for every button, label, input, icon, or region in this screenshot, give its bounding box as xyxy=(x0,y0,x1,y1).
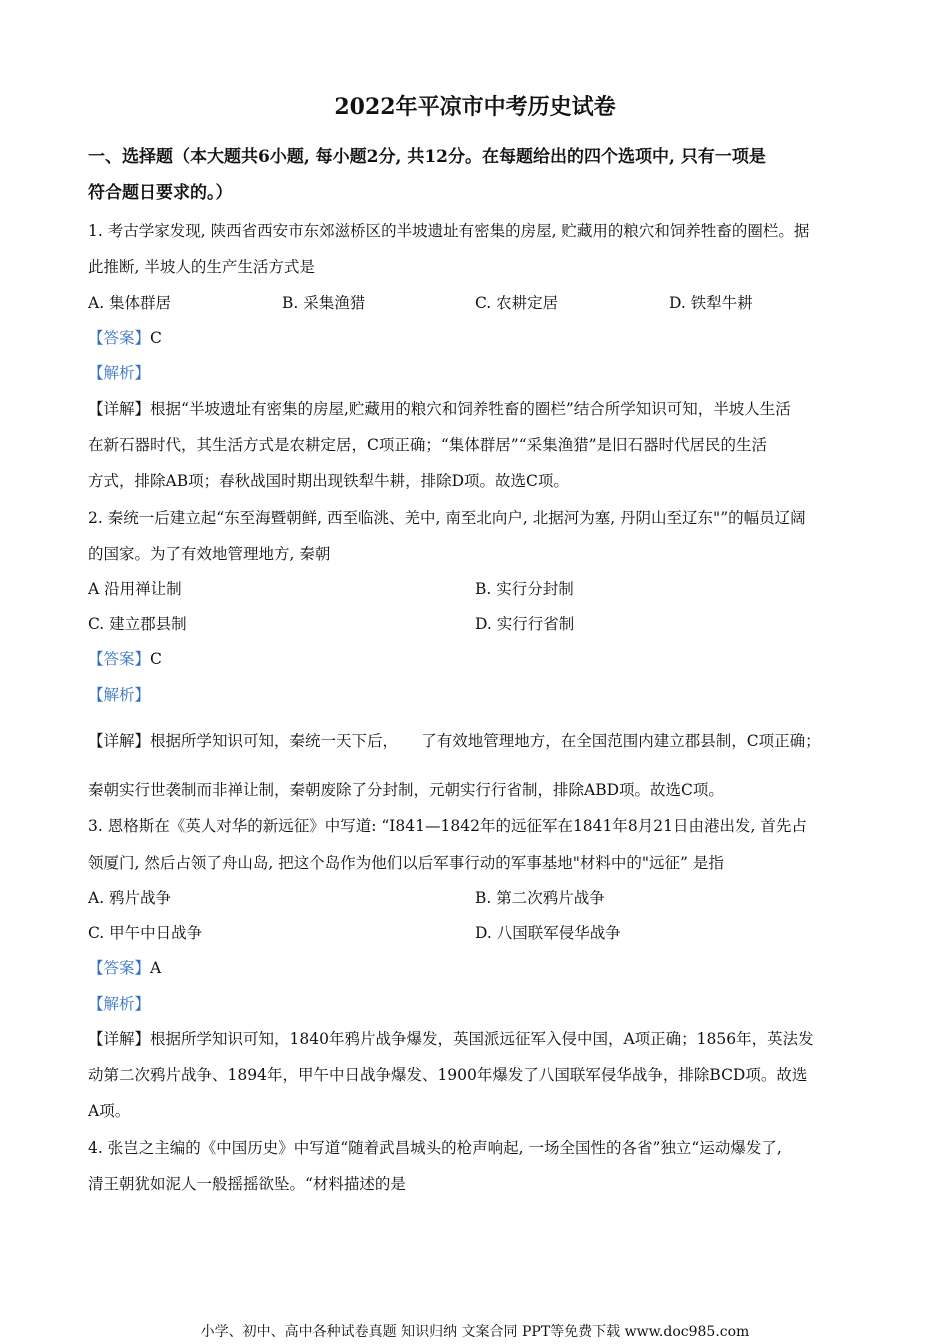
page-footer: 小学、初中、高中各种试卷真题 知识归纳 文案合同 PPT等免费下载 www.doc985.com xyxy=(200,1324,750,1340)
detail-label: 【详解】 xyxy=(88,1030,151,1048)
question-2-option-d: D. 实行行省制 xyxy=(475,615,575,633)
question-3-detail-line-3: A项。 xyxy=(88,1102,131,1120)
question-2-analysis-label: 【解析】 xyxy=(88,686,151,704)
question-2-option-a: A 沿用禅让制 xyxy=(88,580,182,598)
answer-label: 【答案】 xyxy=(88,650,151,668)
question-1-detail-line-1: 【详解】根据“半坡遗址有密集的房屋,贮藏用的粮穴和饲养牲畜的圈栏”结合所学知识可知，半坡人生活 xyxy=(88,400,791,418)
question-2-detail-line-2: 秦朝实行世袭制而非禅让制，秦朝废除了分封制，元朝实行行省制，排除ABD项。故选C项。 xyxy=(88,781,724,799)
question-4-stem-line-2: 清王朝犹如泥人一般摇摇欲坠。“材料描述的是 xyxy=(88,1175,406,1193)
question-1-answer xyxy=(88,327,868,349)
question-1-stem-line-2: 此推断, 半坡人的生产生活方式是 xyxy=(88,258,315,276)
detail-label: 【详解】 xyxy=(88,400,151,418)
question-2-stem-line-2: 的国家。为了有效地管理地方, 秦朝 xyxy=(88,545,331,563)
question-1-analysis-label: 【解析】 xyxy=(88,364,151,382)
question-2-detail-line-1: 【详解】根据所学知识可知，秦统一天下后， 了有效地管理地方，在全国范围内建立郡县制，C项正确； xyxy=(88,732,821,750)
answer-value: C xyxy=(150,329,162,347)
exam-title: 2022年平凉市中考历史试卷 xyxy=(334,94,616,120)
detail-label: 【详解】 xyxy=(88,732,151,750)
question-1-option-a: A. 集体群居 xyxy=(88,294,172,312)
question-3-answer xyxy=(88,957,868,979)
answer-value: A xyxy=(150,959,162,977)
section-heading-line-1: 一、选择题（本大题共6小题, 每小题2分, 共12分。在每题给出的四个选项中, 只有一项是 xyxy=(88,147,766,167)
question-1-option-b: B. 采集渔猎 xyxy=(282,294,366,312)
question-1-option-d: D. 铁犁牛耕 xyxy=(669,294,753,312)
question-3-option-a: A. 鸦片战争 xyxy=(88,889,172,907)
question-2-option-c: C. 建立郡县制 xyxy=(88,615,187,633)
question-3-detail-line-2: 动第二次鸦片战争、1894年，甲午中日战争爆发、1900年爆发了八国联军侵华战争，排除BCD项。故选 xyxy=(88,1066,808,1084)
question-3-option-d: D. 八国联军侵华战争 xyxy=(475,924,621,942)
question-1-option-c: C. 农耕定居 xyxy=(475,294,559,312)
question-2-answer xyxy=(88,648,868,670)
answer-label: 【答案】 xyxy=(88,959,151,977)
question-3-analysis-label: 【解析】 xyxy=(88,995,151,1013)
question-2-option-b: B. 实行分封制 xyxy=(475,580,574,598)
question-1-stem-line-1: 1. 考古学家发现, 陕西省西安市东郊滋桥区的半坡遗址有密集的房屋, 贮藏用的粮穴和饲养牲畜的圈栏。据 xyxy=(88,222,810,240)
question-3-stem-line-2: 领厦门, 然后占领了舟山岛, 把这个岛作为他们以后军事行动的军事基地"材料中的"远征” 是指 xyxy=(88,854,724,872)
question-3-stem-line-1: 3. 恩格斯在《英人对华的新远征》中写道: “I841—1842年的远征军在1841年8月21日由港出发, 首先占 xyxy=(88,817,807,835)
question-4-stem-line-1: 4. 张岂之主编的《中国历史》中写道“随着武昌城头的枪声响起, 一场全国性的各省”独立“运动爆发了, xyxy=(88,1139,782,1157)
question-3-detail-line-1: 【详解】根据所学知识可知，1840年鸦片战争爆发，英国派远征军入侵中国，A项正确；1856年，英法发 xyxy=(88,1030,814,1048)
question-3-option-c: C. 甲午中日战争 xyxy=(88,924,203,942)
question-2-stem-line-1: 2. 秦统一后建立起“东至海暨朝鲜, 西至临洮、羌中, 南至北向户, 北据河为塞, 丹阴山至辽东"”的幅员辽阔 xyxy=(88,509,806,527)
answer-value: C xyxy=(150,650,162,668)
section-heading-line-2: 符合题日要求的。） xyxy=(88,183,233,203)
question-3-option-b: B. 第二次鸦片战争 xyxy=(475,889,605,907)
question-1-detail-line-2: 在新石器时代，其生活方式是农耕定居，C项正确；“集体群居”“采集渔猎”是旧石器时代居民的生活 xyxy=(88,436,768,454)
question-1-detail-line-3: 方式，排除AB项；春秋战国时期出现铁犁牛耕，排除D项。故选C项。 xyxy=(88,472,569,490)
answer-label: 【答案】 xyxy=(88,329,151,347)
